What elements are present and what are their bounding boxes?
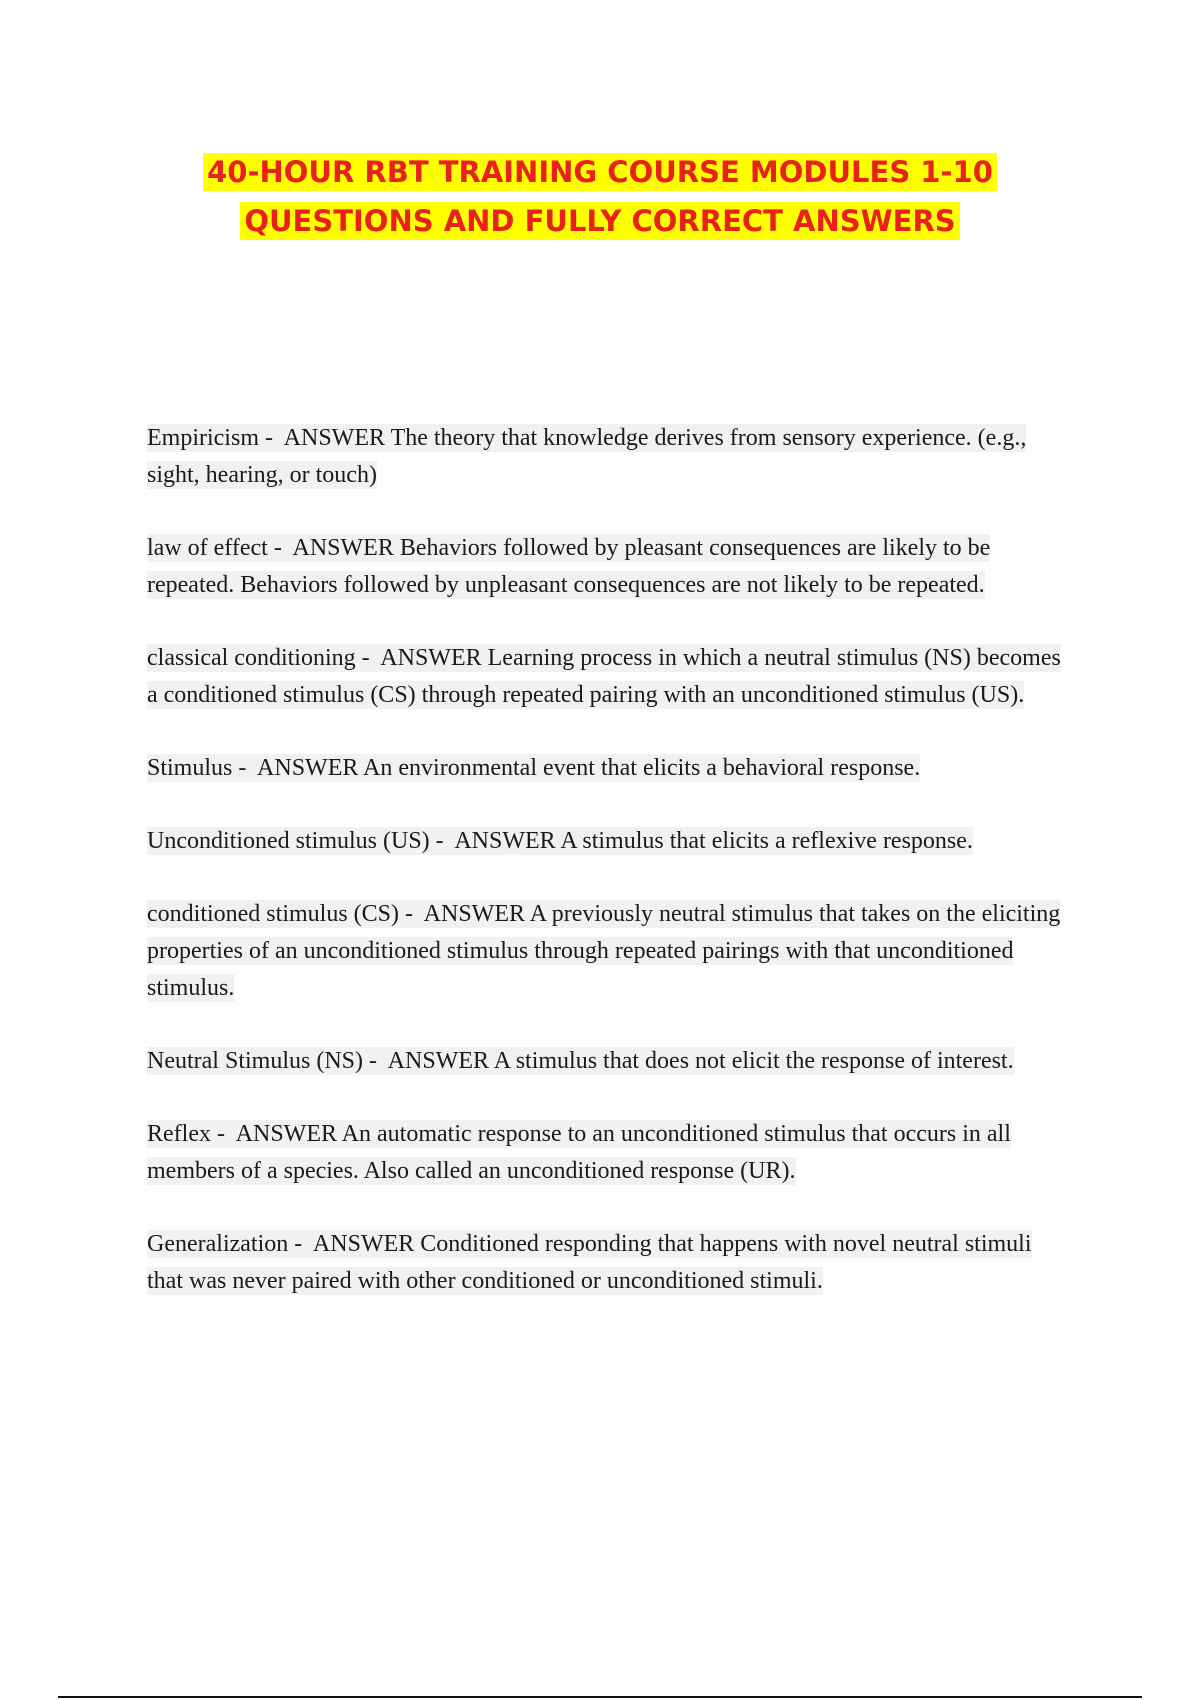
qa-separator: - ANSWER (267, 535, 400, 561)
qa-term: Unconditioned stimulus (US) (147, 828, 430, 854)
qa-answer: An environmental event that elicits a behavioral response. (363, 755, 921, 781)
page-title (0, 148, 1200, 246)
qa-answer: A previously neutral stimulus that takes on the eliciting properties of an unconditioned stimulus through repeated pairings with that unconditioned stimulus. (147, 901, 1061, 1001)
qa-separator: - ANSWER (399, 901, 530, 927)
qa-answer: An automatic response to an unconditioned stimulus that occurs in all members of a species. Also called an unconditioned response (UR). (147, 1121, 1011, 1184)
qa-answer: A stimulus that elicits a reflexive response. (560, 828, 973, 854)
qa-item-generalization (147, 1226, 1067, 1300)
qa-item-law-of-effect (147, 530, 1067, 604)
qa-item-neutral-stimulus (147, 1043, 1067, 1080)
qa-term: law of effect (147, 535, 268, 561)
qa-answer: Learning process in which a neutral stimulus (NS) becomes a conditioned stimulus (CS) through repeated pairing with an unconditioned stimulus (US). (147, 645, 1061, 708)
qa-term: Neutral Stimulus (NS) (147, 1048, 363, 1074)
qa-answer: The theory that knowledge derives from sensory experience. (e.g., sight, hearing, or touch) (147, 425, 1027, 488)
qa-separator: - ANSWER (232, 755, 364, 781)
qa-term: classical conditioning (147, 645, 356, 671)
qa-term: Reflex (147, 1121, 211, 1147)
title-line-2: QUESTIONS AND FULLY CORRECT ANSWERS (240, 202, 959, 240)
qa-list (147, 420, 1067, 1336)
qa-separator: - ANSWER (355, 645, 488, 671)
qa-term: Stimulus (147, 755, 233, 781)
qa-answer: Behaviors followed by pleasant consequences are likely to be repeated. Behaviors followed by unpleasant consequences are not likely to be repeated. (147, 535, 991, 598)
qa-separator: - ANSWER (258, 425, 391, 451)
qa-separator: - ANSWER (210, 1121, 342, 1147)
qa-answer: Conditioned responding that happens with novel neutral stimuli that was never paired with other conditioned or unconditioned stimuli. (147, 1231, 1032, 1294)
qa-item-unconditioned-stimulus (147, 823, 1067, 860)
qa-item-conditioned-stimulus (147, 896, 1067, 1007)
title-line-1: 40-HOUR RBT TRAINING COURSE MODULES 1-10 (203, 153, 997, 191)
qa-answer: A stimulus that does not elicit the response of interest. (493, 1048, 1014, 1074)
bottom-divider (58, 1696, 1142, 1698)
qa-separator: - ANSWER (363, 1048, 494, 1074)
qa-term: Generalization (147, 1231, 289, 1257)
qa-item-stimulus (147, 750, 1067, 787)
qa-separator: - ANSWER (288, 1231, 421, 1257)
qa-item-empiricism (147, 420, 1067, 494)
qa-item-reflex (147, 1116, 1067, 1190)
qa-term: Empiricism (147, 425, 259, 451)
qa-term: conditioned stimulus (CS) (147, 901, 399, 927)
qa-separator: - ANSWER (429, 828, 561, 854)
qa-item-classical-conditioning (147, 640, 1067, 714)
